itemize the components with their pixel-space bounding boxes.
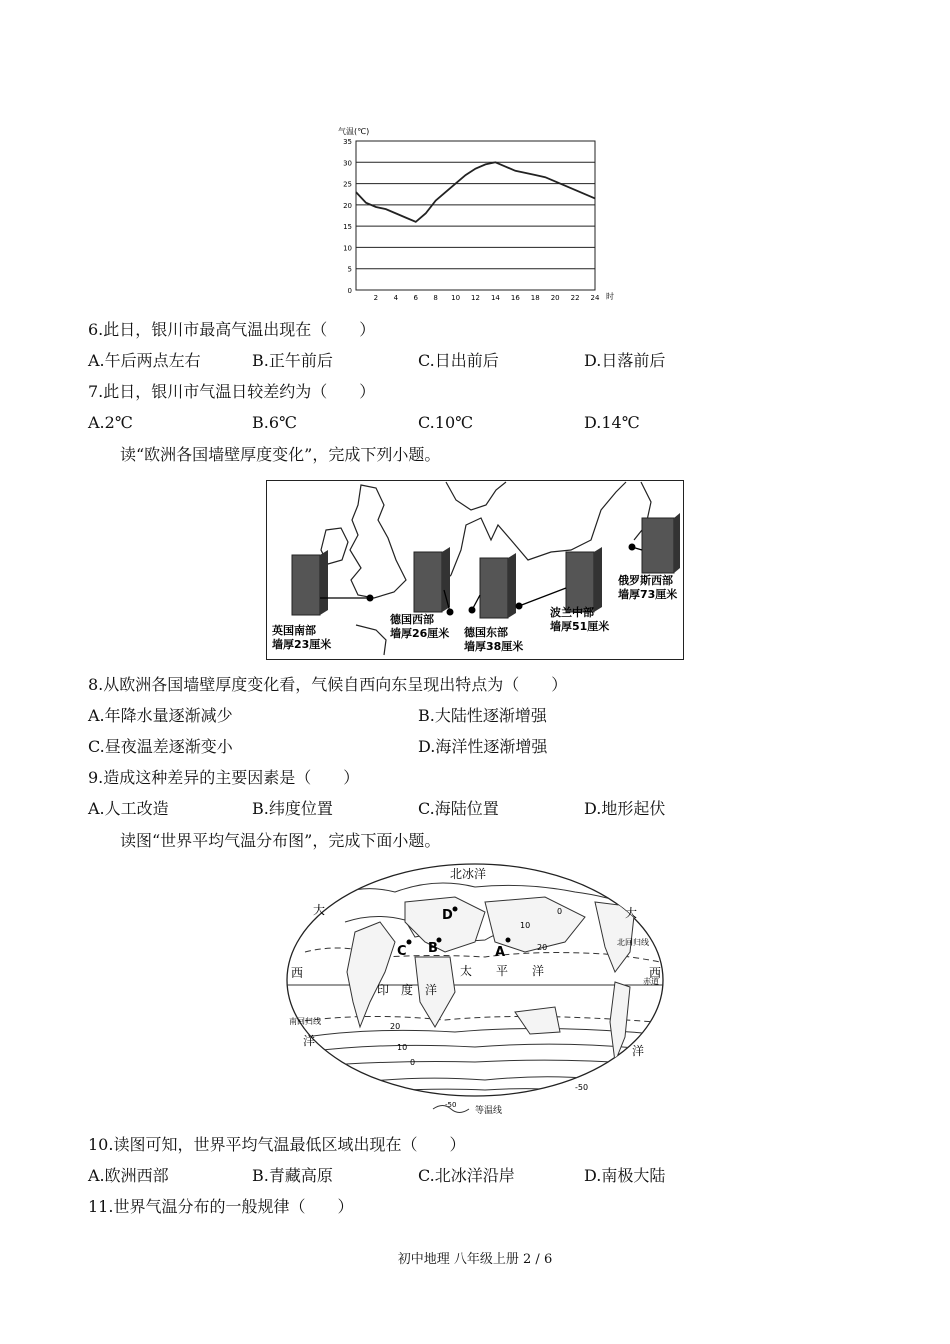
label-uk-val: 墙厚23厘米: [272, 638, 332, 651]
label-equator: 赤道: [643, 977, 659, 986]
q8-option-a[interactable]: A.年降水量逐渐减少: [88, 706, 233, 725]
chart-y-tick-label: 30: [343, 159, 352, 168]
chart-x-tick-label: 12: [471, 294, 480, 302]
page-footer: 初中地理 八年级上册 2 / 6: [397, 1252, 553, 1267]
chart-x-tick-label: 10: [451, 294, 461, 302]
wall-icon-germany-west: [414, 547, 450, 612]
q10-option-c[interactable]: C.北冰洋沿岸: [418, 1166, 515, 1185]
chart-x-tick-label: 22: [570, 294, 580, 302]
chart-x-tick-label: 16: [510, 294, 520, 302]
iso-neg50: -50: [575, 1083, 589, 1092]
chart-y-tick-label: 25: [343, 180, 352, 189]
world-temperature-map: [285, 862, 665, 1120]
chart-y-tick-label: 15: [343, 223, 352, 232]
chart-x-tick-label: 18: [530, 294, 540, 302]
iso-0-south: 0: [410, 1058, 416, 1067]
q9-option-c[interactable]: C.海陆位置: [418, 799, 499, 818]
chart-x-tick-label: 20: [550, 294, 560, 302]
chart-y-tick-label: 35: [343, 138, 352, 146]
label-atl-w2: 西: [291, 966, 304, 980]
point-c: C: [397, 944, 407, 959]
intro-europe: 读“欧洲各国墙壁厚度变化”，完成下列小题。: [120, 445, 441, 464]
q7-option-a[interactable]: A.2℃: [88, 413, 133, 432]
label-atl-w1: 大: [313, 903, 326, 917]
label-pl-val: 墙厚51厘米: [550, 620, 610, 633]
label-atl-e1: 大: [625, 906, 638, 920]
q7-option-c[interactable]: C.10℃: [418, 413, 474, 432]
label-atl-e3: 洋: [632, 1044, 645, 1058]
chart-x-tick-label: 2: [373, 294, 379, 302]
wall-icon-uk: [292, 550, 328, 615]
label-dee-name: 德国东部: [464, 626, 508, 639]
label-south-tropic: 南回归线: [289, 1017, 321, 1026]
q9-option-a[interactable]: A.人工改造: [88, 799, 169, 818]
wall-icon-russia: [642, 513, 680, 573]
point-d: D: [442, 908, 453, 923]
point-b: B: [428, 941, 438, 956]
chart-x-tick-label: 8: [433, 294, 438, 302]
europe-wall-map: [266, 480, 684, 660]
point-a: A: [495, 945, 506, 960]
label-ru-val: 墙厚73厘米: [618, 588, 678, 601]
q7-stem: 7.此日，银川市气温日较差约为（ ）: [88, 382, 376, 401]
label-pl-name: 波兰中部: [550, 606, 594, 619]
chart-y-tick-label: 0: [347, 287, 352, 295]
legend-isotherm: 等温线: [475, 1106, 503, 1116]
chart-ylabel: 气温(℃): [338, 127, 370, 136]
label-atl-w3: 洋: [303, 1034, 316, 1048]
label-dee-val: 墙厚38厘米: [464, 640, 524, 653]
label-uk-name: 英国南部: [272, 624, 316, 637]
iso-10-north: 10: [520, 921, 531, 930]
chart-y-tick-label: 10: [343, 244, 352, 253]
label-indian: 印 度 洋: [377, 983, 438, 997]
label-ru-name: 俄罗斯西部: [618, 574, 673, 587]
iso-20-north: 20: [537, 943, 548, 952]
q10-option-d[interactable]: D.南极大陆: [584, 1166, 666, 1185]
chart-y-tick-label: 5: [347, 265, 352, 274]
q6-option-b[interactable]: B.正午前后: [252, 351, 333, 370]
temperature-chart: [330, 125, 620, 310]
chart-y-tick-label: 20: [343, 201, 352, 210]
label-north-tropic: 北回归线: [617, 938, 649, 947]
q6-option-a[interactable]: A.午后两点左右: [88, 351, 201, 370]
chart-x-tick-label: 6: [413, 294, 418, 302]
q11-stem: 11.世界气温分布的一般规律（ ）: [88, 1197, 354, 1216]
label-arctic: 北冰洋: [450, 867, 487, 881]
iso-10-south: 10: [397, 1043, 408, 1052]
label-atl-e2: 西: [649, 966, 662, 980]
q9-option-b[interactable]: B.纬度位置: [252, 799, 333, 818]
chart-grid: [356, 141, 595, 290]
intro-world: 读图“世界平均气温分布图”，完成下面小题。: [120, 831, 441, 850]
q10-stem: 10.读图可知，世界平均气温最低区域出现在（ ）: [88, 1135, 466, 1154]
q10-option-b[interactable]: B.青藏高原: [252, 1166, 333, 1185]
q8-stem: 8.从欧洲各国墙壁厚度变化看，气候自西向东呈现出特点为（ ）: [88, 675, 568, 694]
wall-icon-poland: [566, 547, 602, 612]
label-pacific: 太 平 洋: [460, 964, 545, 978]
chart-x-ticks: [374, 294, 600, 302]
chart-x-tick-label: 4: [393, 294, 399, 302]
q9-stem: 9.造成这种差异的主要因素是（ ）: [88, 768, 360, 787]
q8-option-d[interactable]: D.海洋性逐渐增强: [418, 737, 548, 756]
chart-x-tick-label: 14: [490, 294, 500, 302]
iso-20-south: 20: [390, 1022, 401, 1031]
q10-option-a[interactable]: A.欧洲西部: [88, 1166, 169, 1185]
chart-x-tick-label: 24: [590, 294, 600, 302]
q8-option-c[interactable]: C.昼夜温差逐渐变小: [88, 737, 233, 756]
chart-y-ticks: [343, 138, 352, 295]
label-dew-name: 德国西部: [390, 613, 434, 626]
q8-option-b[interactable]: B.大陆性逐渐增强: [418, 706, 547, 725]
chart-frame: [356, 141, 595, 290]
q7-option-d[interactable]: D.14℃: [584, 413, 640, 432]
legend-value: -50: [445, 1101, 457, 1109]
label-dew-val: 墙厚26厘米: [390, 627, 450, 640]
q7-option-b[interactable]: B.6℃: [252, 413, 297, 432]
wall-icon-germany-east: [480, 553, 516, 618]
temperature-series-line: [356, 162, 595, 222]
q6-stem: 6.此日，银川市最高气温出现在（ ）: [88, 320, 376, 339]
iso-0-north: 0: [557, 907, 563, 916]
chart-xlabel: 时: [606, 292, 614, 301]
q6-option-d[interactable]: D.日落前后: [584, 351, 666, 370]
q9-option-d[interactable]: D.地形起伏: [584, 799, 666, 818]
q6-option-c[interactable]: C.日出前后: [418, 351, 499, 370]
